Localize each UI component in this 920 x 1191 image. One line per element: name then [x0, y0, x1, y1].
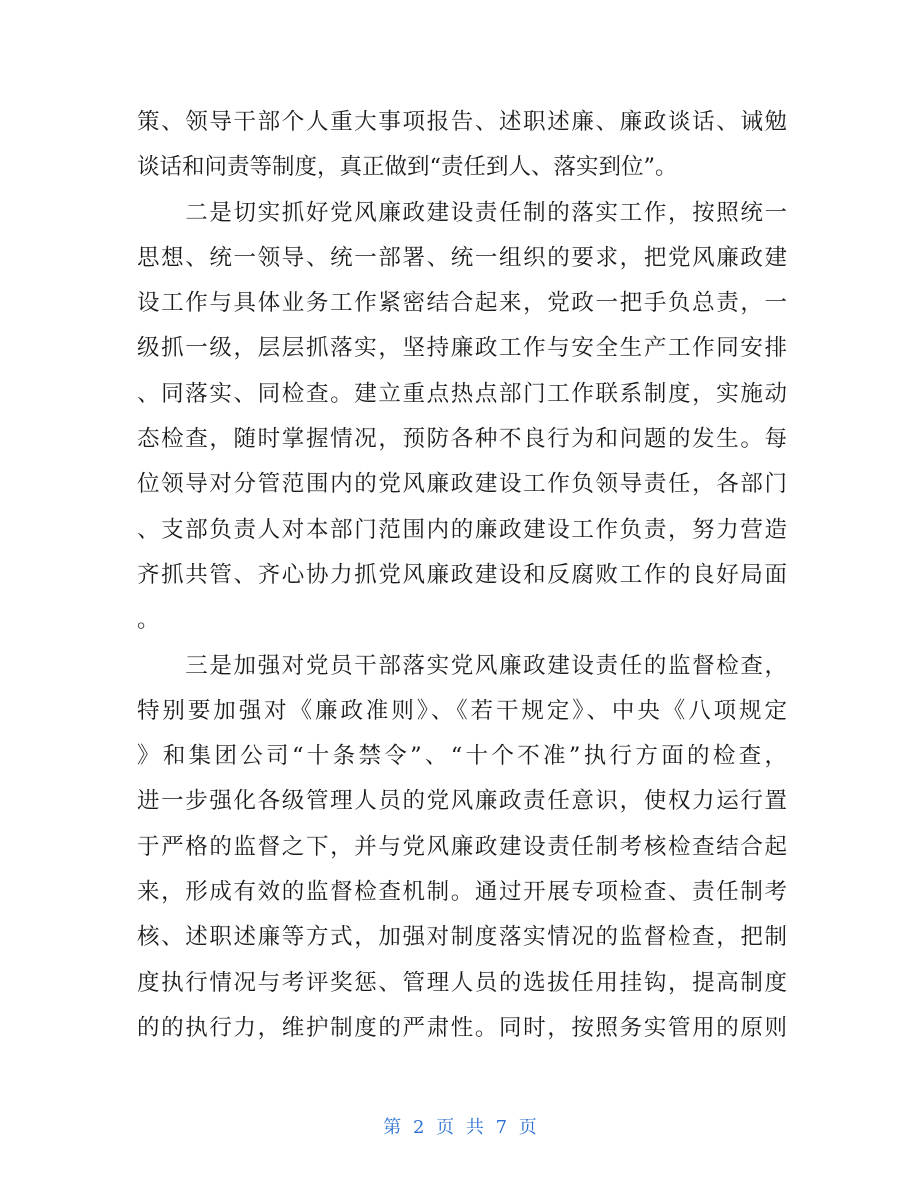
text-line-12: 。 — [137, 607, 160, 634]
text-line-17: 于严格的监督之下，并与党风廉政建设责任制考核检查结合起 — [137, 833, 787, 860]
text-line-8: 态检查，随时掌握情况，预防各种不良行为和问题的发生。每 — [137, 426, 787, 453]
text-line-18: 来，形成有效的监督检查机制。通过开展专项检查、责任制考 — [137, 879, 787, 906]
text-line-3: 二是切实抓好党风廉政建设责任制的落实工作，按照统一 — [137, 199, 787, 226]
text-line-15: 》和集团公司“十条禁令”、“十个不准”执行方面的检查， — [137, 743, 787, 770]
body-text — [137, 100, 787, 1051]
text-line-6: 级抓一级，层层抓落实，坚持廉政工作与安全生产工作同安排 — [137, 335, 787, 362]
text-line-2: 谈话和问责等制度，真正做到“责任到人、落实到位”。 — [137, 154, 678, 181]
text-line-21: 的的执行力，维护制度的严肃性。同时，按照务实管用的原则 — [137, 1014, 787, 1041]
page-number-footer: 第 2 页 共 7 页 — [383, 1117, 537, 1138]
text-line-10: 、支部负责人对本部门范围内的廉政建设工作负责，努力营造 — [137, 516, 787, 543]
text-line-14: 特别要加强对《廉政准则》、《若干规定》、中央《八项规定 — [137, 697, 787, 724]
text-line-5: 设工作与具体业务工作紧密结合起来，党政一把手负总责，一 — [137, 290, 787, 317]
text-line-7: 、同落实、同检查。建立重点热点部门工作联系制度，实施动 — [137, 380, 787, 407]
text-line-9: 位领导对分管范围内的党风廉政建设工作负领导责任，各部门 — [137, 471, 787, 498]
text-line-13: 三是加强对党员干部落实党风廉政建设责任的监督检查， — [137, 652, 787, 679]
text-line-16: 进一步强化各级管理人员的党风廉政责任意识，使权力运行置 — [137, 788, 787, 815]
text-line-4: 思想、统一领导、统一部署、统一组织的要求，把党风廉政建 — [137, 244, 787, 271]
text-line-11: 齐抓共管、齐心协力抓党风廉政建设和反腐败工作的良好局面 — [137, 561, 787, 588]
text-line-1: 策、领导干部个人重大事项报告、述职述廉、廉政谈话、诫勉 — [137, 109, 787, 135]
text-line-19: 核、述职述廉等方式，加强对制度落实情况的监督检查，把制 — [137, 924, 787, 951]
text-line-20: 度执行情况与考评奖惩、管理人员的选拔任用挂钩，提高制度 — [137, 969, 787, 996]
